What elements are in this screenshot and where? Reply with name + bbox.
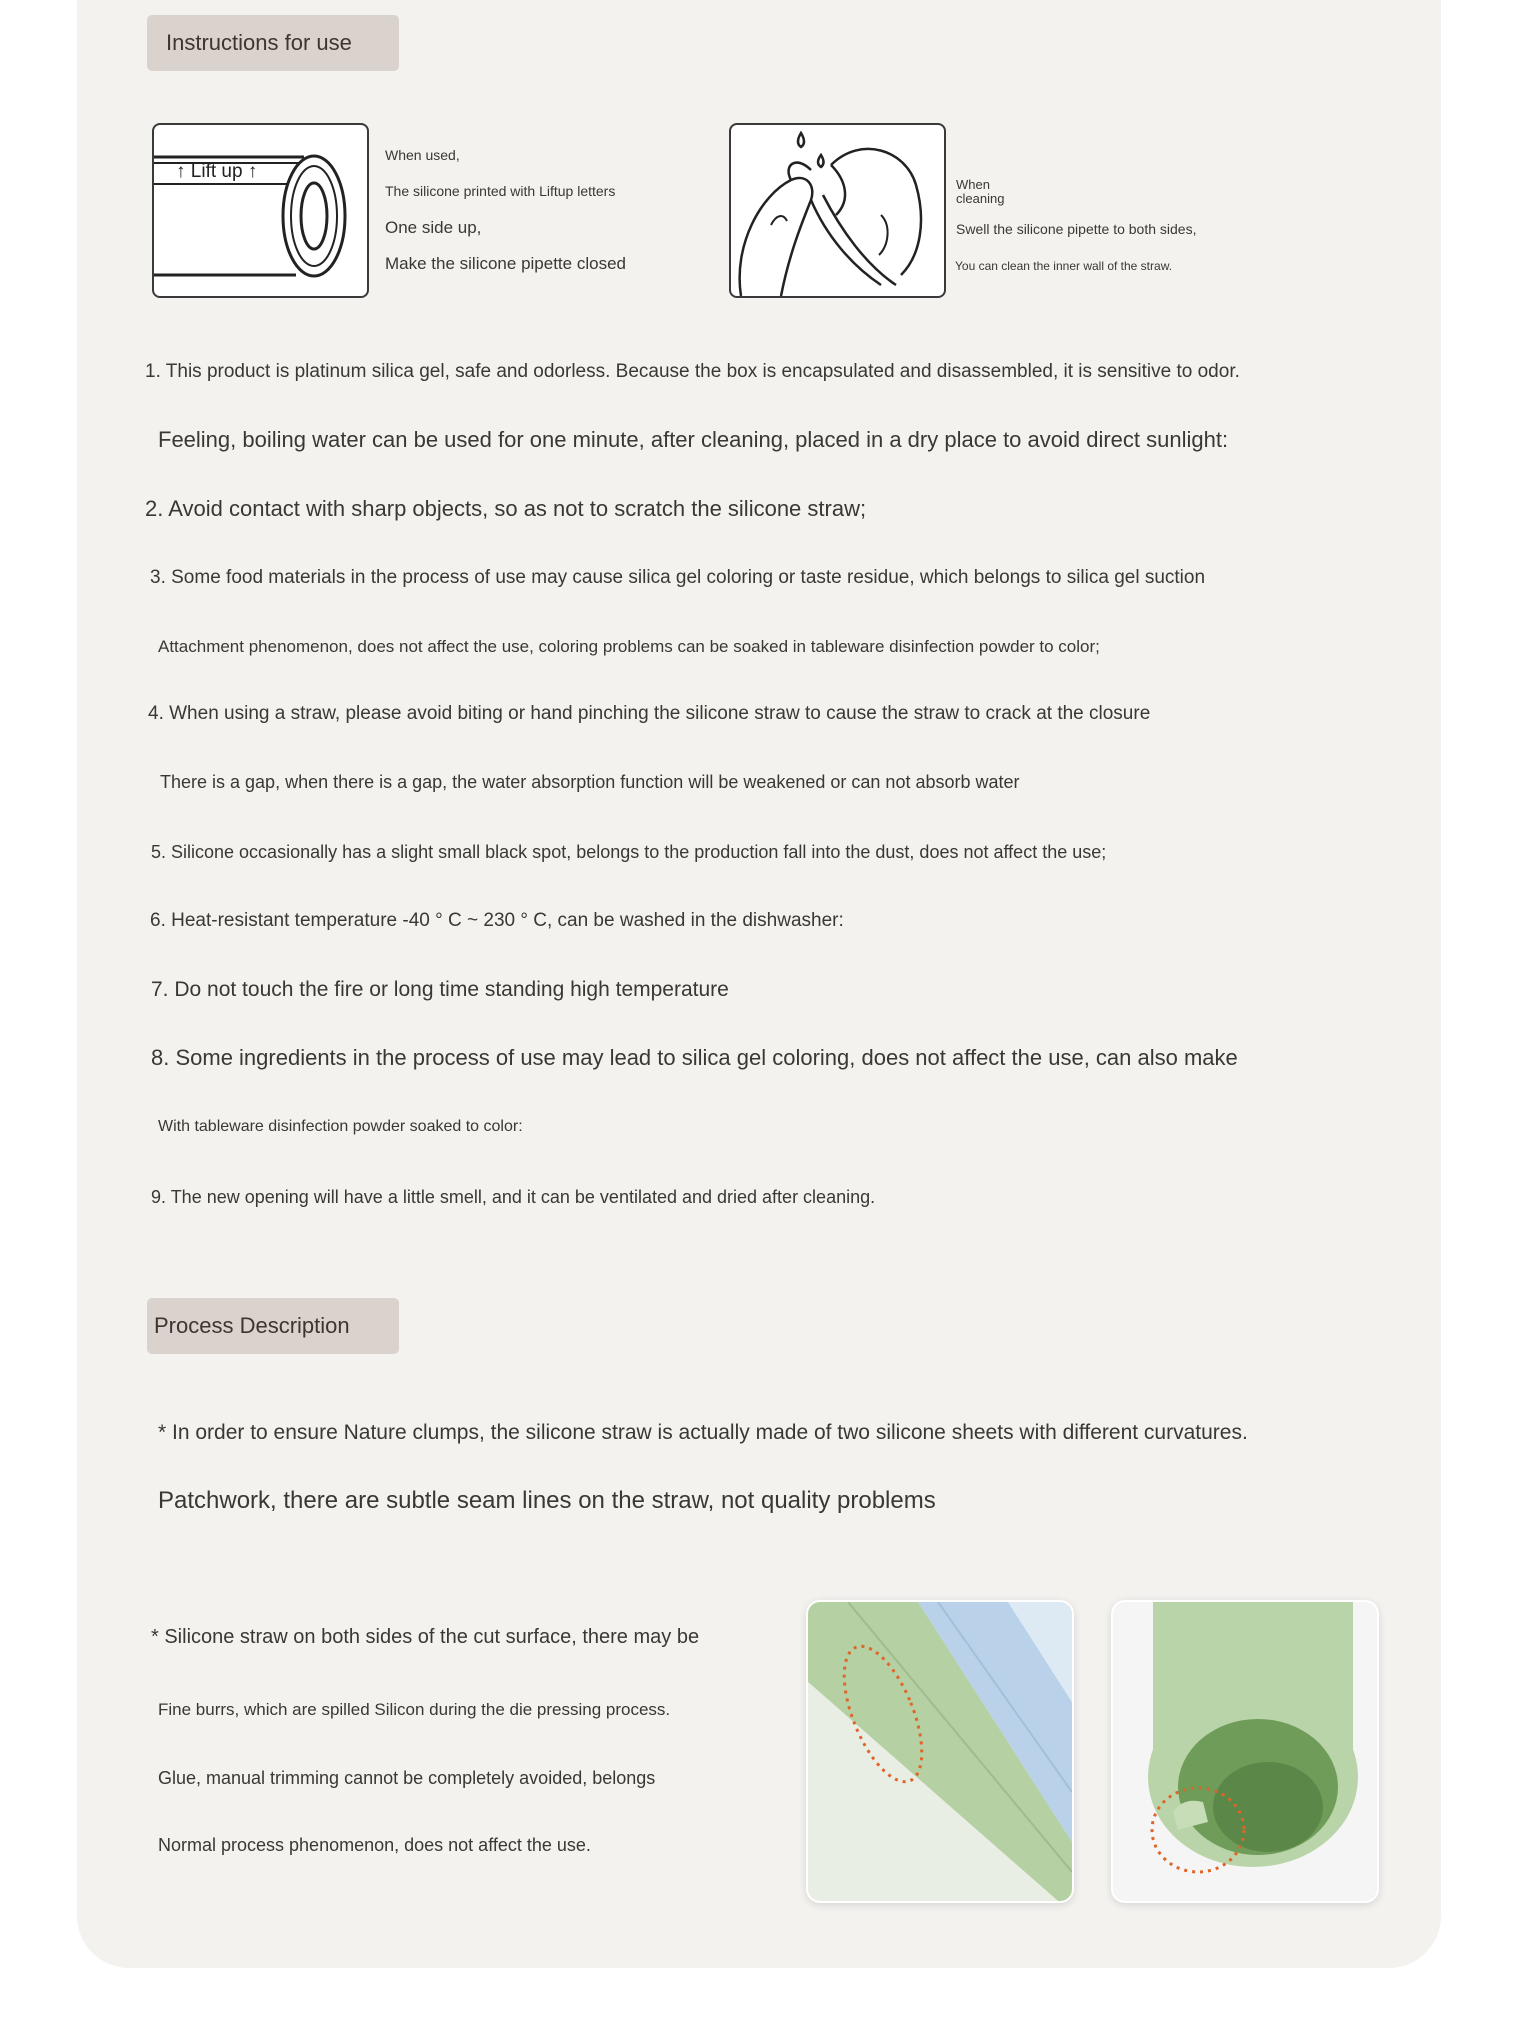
hands-cleaning-drawing	[731, 125, 944, 296]
fig1-line-4: Make the silicone pipette closed	[385, 254, 626, 273]
instruction-item-8: 8. Some ingredients in the process of use may lead to silica gel coloring, does not affect the use, can also make	[151, 1045, 1238, 1070]
instruction-item-8-cont: With tableware disinfection powder soaked to color:	[158, 1118, 523, 1135]
straw-lift-drawing	[154, 125, 367, 296]
burr-line-2: Fine burrs, which are spilled Silicon during the die pressing process.	[158, 1700, 671, 1719]
seam-line-photo	[806, 1600, 1074, 1903]
fig2-line-2: cleaning	[956, 191, 1005, 206]
fig1-line-1: When used,	[385, 147, 460, 163]
fig2-line-4: You can clean the inner wall of the straw.	[955, 259, 1173, 273]
instruction-item-1: 1. This product is platinum silica gel, safe and odorless. Because the box is encapsulated and disassembled, it is sensitive to odor.	[145, 361, 1240, 382]
fig1-line-2: The silicone printed with Liftup letters	[385, 183, 616, 199]
lift-up-illustration	[152, 123, 369, 298]
straw-end-image	[1113, 1602, 1377, 1901]
instruction-item-6: 6. Heat-resistant temperature -40 ° C ~ 230 ° C, can be washed in the dishwasher:	[150, 910, 844, 931]
instruction-item-4-cont: There is a gap, when there is a gap, the water absorption function will be weakened or can not absorb water	[160, 772, 1020, 792]
process-heading: Process Description	[147, 1298, 399, 1354]
burr-line-1: * Silicone straw on both sides of the cut surface, there may be	[151, 1626, 700, 1648]
burr-line-4: Normal process phenomenon, does not affect the use.	[158, 1835, 591, 1855]
instruction-item-7: 7. Do not touch the fire or long time standing high temperature	[151, 978, 729, 1001]
instruction-item-3: 3. Some food materials in the process of use may cause silica gel coloring or taste residue, which belongs to silica gel suction	[150, 567, 1206, 588]
fig2-line-3: Swell the silicone pipette to both sides,	[956, 221, 1197, 237]
instruction-item-4: 4. When using a straw, please avoid biting or hand pinching the silicone straw to cause the straw to crack at the closure	[148, 703, 1151, 724]
instruction-item-2: 2. Avoid contact with sharp objects, so as not to scratch the silicone straw;	[145, 496, 867, 521]
instructions-heading: Instructions for use	[147, 15, 399, 71]
instruction-item-3-cont: Attachment phenomenon, does not affect the use, coloring problems can be soaked in tableware disinfection powder to color;	[158, 637, 1100, 656]
seam-line-2: Patchwork, there are subtle seam lines on the straw, not quality problems	[158, 1487, 936, 1514]
burr-photo	[1111, 1600, 1379, 1903]
fig1-line-3: One side up,	[385, 218, 482, 237]
instruction-item-5: 5. Silicone occasionally has a slight small black spot, belongs to the production fall into the dust, does not affect the use;	[151, 842, 1107, 862]
instruction-item-9: 9. The new opening will have a little smell, and it can be ventilated and dried after cleaning.	[151, 1187, 876, 1207]
seam-line-1: * In order to ensure Nature clumps, the silicone straw is actually made of two silicone sheets with different curvatures.	[158, 1421, 1248, 1444]
straws-seam-image	[808, 1602, 1072, 1901]
lift-up-label: ↑ Lift up ↑	[176, 161, 258, 182]
burr-line-3: Glue, manual trimming cannot be completely avoided, belongs	[158, 1768, 656, 1788]
instruction-item-1-cont: Feeling, boiling water can be used for one minute, after cleaning, placed in a dry place to avoid direct sunlight:	[158, 427, 1229, 452]
fig2-line-1: When	[956, 177, 990, 192]
cleaning-illustration	[729, 123, 946, 298]
